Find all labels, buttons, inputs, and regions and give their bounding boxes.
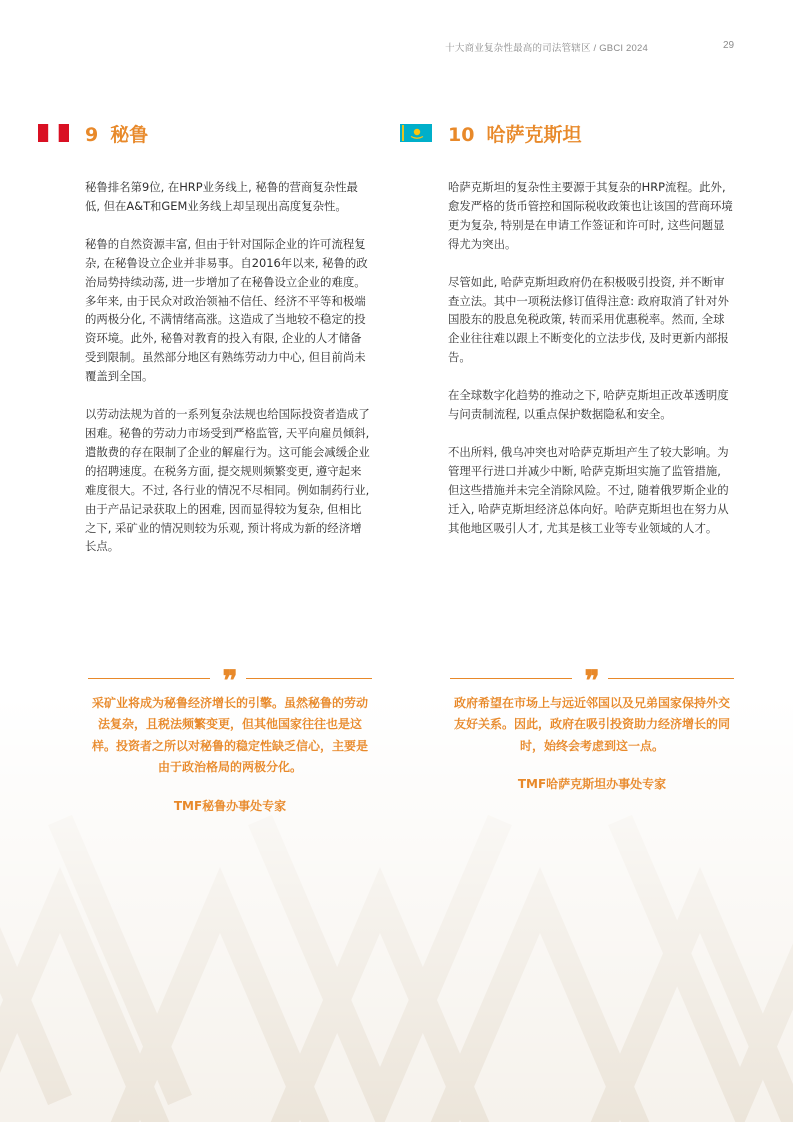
section-title-peru: [85, 120, 148, 147]
section-title-kazakhstan: [448, 120, 581, 147]
page-number: 29: [723, 40, 735, 51]
paragraph: 以劳动法规为首的一系列复杂法规也给国际投资者造成了困难。秘鲁的劳动力市场受到严格监管, 天平向雇员倾斜, 遣散费的存在限制了企业的解雇行为。这可能会减缓企业的招聘速度。在税务方面, 提交规则频繁变更, 遵守起来难度很大。不过, 各行业的情况不尽相同。例如制药行业, 由于产品记录获取上的困难, 因而显得较为复杂, 但相比之下, 采矿业的情况则较为乐观, 预计将成为新的经济增长点。: [85, 407, 370, 554]
quote-attribution: TMF秘鲁办事处专家: [173, 798, 287, 813]
quote-mark-icon: ❞: [584, 664, 600, 697]
peru-flag-icon: [38, 124, 69, 142]
paragraph: 哈萨克斯坦的复杂性主要源于其复杂的HRP流程。此外, 愈发严格的货币管控和国际税收政策也让该国的营商环境更为复杂, 特别是在申请工作签证和许可时, 这些问题显得尤为突出。: [448, 180, 733, 251]
quote-attribution: TMF哈萨克斯坦办事处专家: [517, 777, 667, 792]
quote-text: 采矿业将成为秘鲁经济增长的引擎。虽然秘鲁的劳动法复杂，且税法频繁变更，但其他国家往往也是这样。投资者之所以对秘鲁的稳定性缺乏信心，主要是由于政治格局的两极分化。: [91, 696, 368, 775]
section-number: 9: [85, 124, 99, 146]
peru-pull-quote: [88, 664, 372, 814]
section-country: 秘鲁: [110, 124, 149, 146]
paragraph: 在全球数字化趋势的推动之下, 哈萨克斯坦正改革透明度与问责制流程, 以重点保护数据隐私和安全。: [448, 388, 729, 422]
paragraph: 秘鲁的自然资源丰富, 但由于针对国际企业的许可流程复杂, 在秘鲁设立企业并非易事。自2016年以来, 秘鲁的政治局势持续动荡, 进一步增加了在秘鲁设立企业的难度。多年来, 由于民众对政治领袖不信任、经济不平等和极端的两极分化, 不满情绪高涨。这造成了当地较不稳定的投资环境。此外, 秘鲁对教育的投入有限, 企业的人才储备受到限制。虽然部分地区有熟练劳动力中心, 但目前尚未覆盖到全国。: [85, 236, 368, 384]
quote-divider: [88, 664, 372, 697]
paragraph: 不出所料, 俄乌冲突也对哈萨克斯坦产生了较大影响。为管理平行进口并减少中断, 哈萨克斯坦实施了监管措施, 但这些措施并未完全消除风险。不过, 随着俄罗斯企业的迁入, 哈萨克斯坦经济总体向好。哈萨克斯坦也在努力从其他地区吸引人才, 尤其是核工业等专业领域的人才。: [448, 444, 729, 535]
section-number: 10: [448, 124, 475, 146]
paragraph: 尽管如此, 哈萨克斯坦政府仍在积极吸引投资, 并不断审查立法。其中一项税法修订值得注意: 政府取消了针对外国股东的股息免税政策, 转而采用优惠税率。然而, 全球企业往往难以跟上不断变化的立法步伐, 及时更新内部报告。: [448, 274, 729, 365]
quote-text: 政府希望在市场上与远近邻国以及兄弟国家保持外交友好关系。因此，政府在吸引投资助力经济增长的同时，始终会考虑到这一点。: [453, 696, 730, 753]
quote-divider: [450, 664, 734, 697]
kazakhstan-body: [448, 178, 733, 538]
paragraph: 秘鲁排名第9位, 在HRP业务线上, 秘鲁的营商复杂性最低, 但在A&T和GEM业务线上却呈现出高度复杂性。: [85, 180, 358, 213]
quote-mark-icon: ❞: [222, 664, 238, 697]
kazakhstan-pull-quote: [450, 664, 734, 792]
section-country: 哈萨克斯坦: [486, 124, 582, 146]
peru-body: [85, 178, 370, 556]
kazakhstan-flag-icon: [400, 124, 432, 142]
running-header: 十大商业复杂性最高的司法管辖区 / GBCI 2024: [445, 43, 648, 54]
